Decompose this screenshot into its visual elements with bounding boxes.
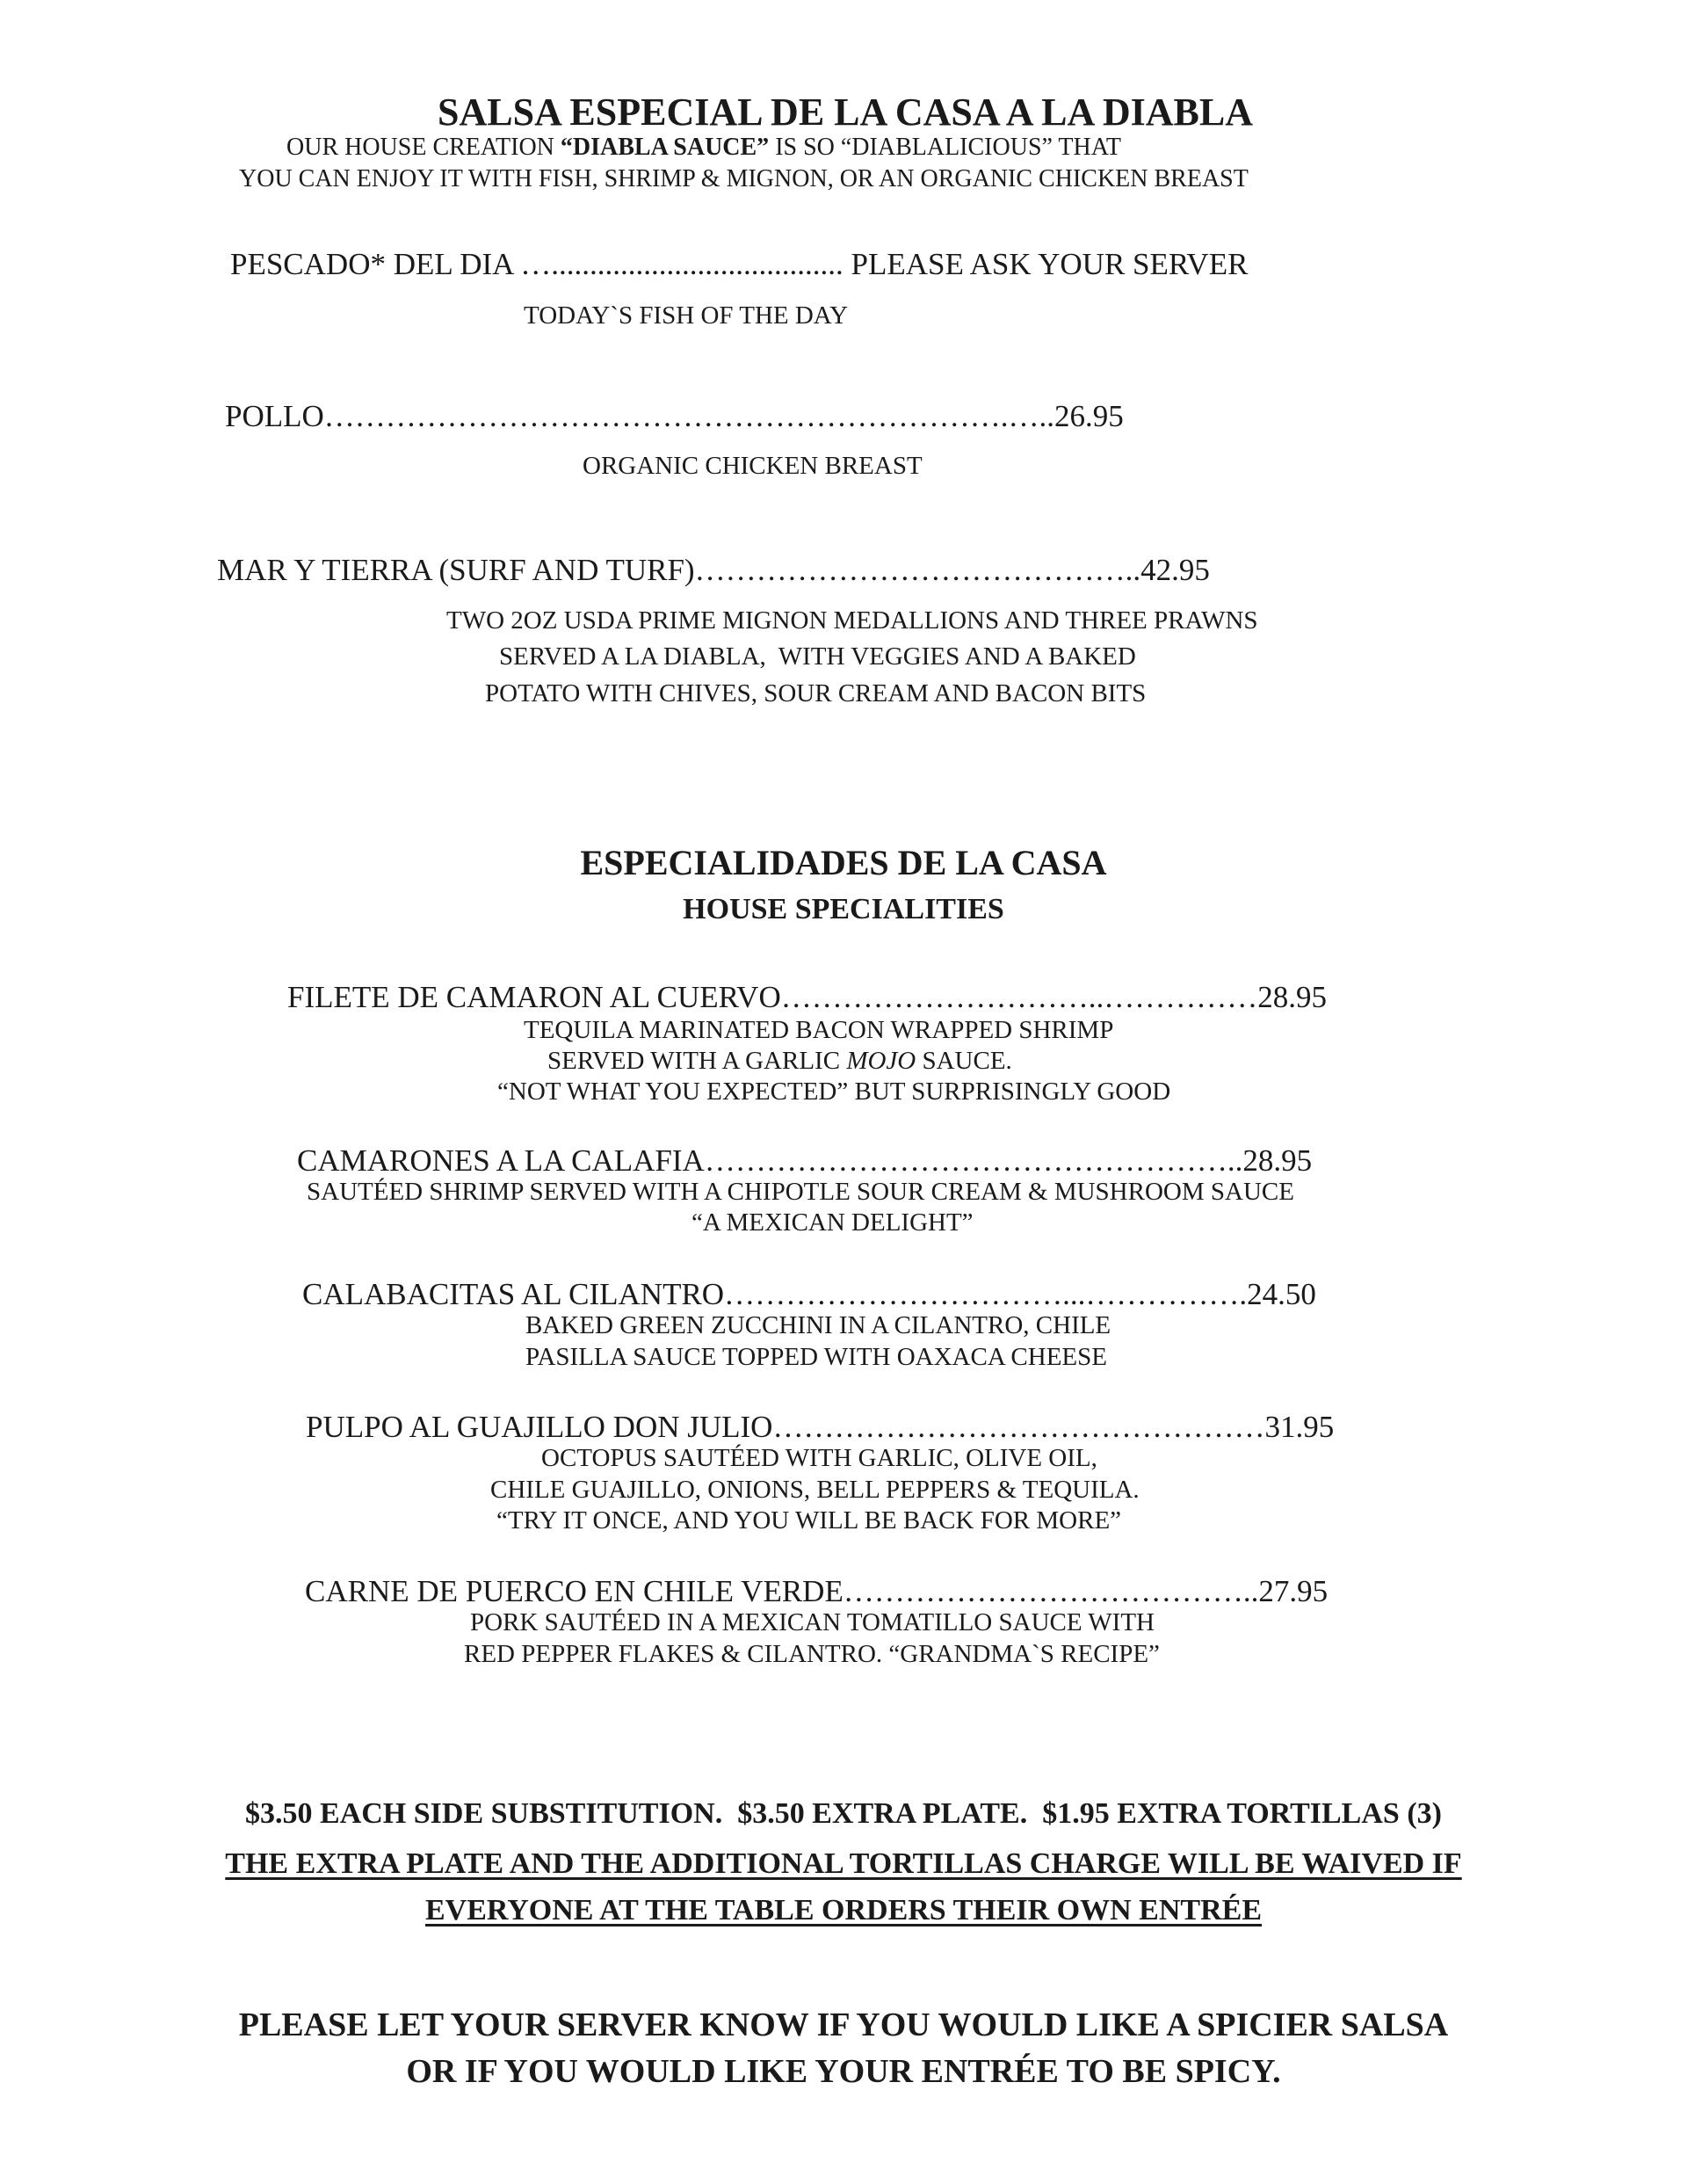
- specialties-section-subtitle: HOUSE SPECIALITIES: [683, 893, 1004, 925]
- mojo-emphasis: MOJO: [846, 1047, 916, 1075]
- intro-text-post: IS SO “DIABLALICIOUS” THAT: [769, 134, 1121, 161]
- menu-item-calabacitas-al-cilantro: CALABACITAS AL CILANTRO……………………………...…………….24.50: [302, 1277, 1316, 1311]
- menu-item-pescado: PESCADO* DEL DIA …...................................... PLEASE ASK YOUR SERVER: [230, 247, 1249, 281]
- menu-item-description: TWO 2OZ USDA PRIME MIGNON MEDALLIONS AND THREE PRAWNS: [446, 606, 1258, 635]
- spice-request-line-1: PLEASE LET YOUR SERVER KNOW IF YOU WOULD LIKE A SPICIER SALSA: [238, 2006, 1449, 2043]
- menu-item-pollo: POLLO………………………………………………………….…..26.95: [225, 399, 1124, 433]
- menu-item-mar-y-tierra: MAR Y TIERRA (SURF AND TURF)……………………………………..42.95: [217, 553, 1210, 587]
- diabla-section-title: SALSA ESPECIAL DE LA CASA A LA DIABLA: [438, 91, 1253, 134]
- menu-item-description: SERVED A LA DIABLA, WITH VEGGIES AND A BAKED: [499, 642, 1136, 671]
- menu-item-carne-de-puerco: CARNE DE PUERCO EN CHILE VERDE…………………………………..27.95: [305, 1574, 1329, 1608]
- menu-item-description: ORGANIC CHICKEN BREAST: [583, 452, 923, 480]
- menu-item-description: TODAY`S FISH OF THE DAY: [524, 301, 849, 330]
- diabla-sauce-name: “DIABLA SAUCE”: [560, 134, 770, 161]
- menu-item-pulpo-al-guajillo: PULPO AL GUAJILLO DON JULIO…………………………………………31.95: [306, 1410, 1335, 1444]
- menu-item-description: “NOT WHAT YOU EXPECTED” BUT SURPRISINGLY GOOD: [497, 1077, 1171, 1106]
- side-charges-note: $3.50 EACH SIDE SUBSTITUTION. $3.50 EXTRA PLATE. $1.95 EXTRA TORTILLAS (3): [245, 1797, 1442, 1830]
- menu-item-description: BAKED GREEN ZUCCHINI IN A CILANTRO, CHILE: [525, 1311, 1111, 1339]
- menu-item-filete-de-camaron: FILETE DE CAMARON AL CUERVO…………………………..……………28.95: [287, 980, 1327, 1014]
- waiver-note-line-1: THE EXTRA PLATE AND THE ADDITIONAL TORTILLAS CHARGE WILL BE WAIVED IF: [225, 1847, 1462, 1880]
- spice-request-line-2: OR IF YOU WOULD LIKE YOUR ENTRÉE TO BE SPICY.: [406, 2053, 1281, 2090]
- menu-item-description: POTATO WITH CHIVES, SOUR CREAM AND BACON BITS: [485, 679, 1147, 707]
- specialties-section-title: ESPECIALIDADES DE LA CASA: [580, 843, 1107, 882]
- menu-item-description: PORK SAUTÉED IN A MEXICAN TOMATILLO SAUCE WITH: [470, 1608, 1155, 1636]
- menu-item-description: SERVED WITH A GARLIC MOJO SAUCE.: [547, 1047, 1012, 1075]
- menu-item-description: OCTOPUS SAUTÉED WITH GARLIC, OLIVE OIL,: [541, 1444, 1097, 1472]
- menu-item-description: “A MEXICAN DELIGHT”: [691, 1208, 974, 1237]
- menu-item-description: SAUTÉED SHRIMP SERVED WITH A CHIPOTLE SOUR CREAM & MUSHROOM SAUCE: [307, 1178, 1294, 1206]
- diabla-intro-line-1: [286, 135, 1121, 160]
- diabla-intro-line-2: YOU CAN ENJOY IT WITH FISH, SHRIMP & MIGNON, OR AN ORGANIC CHICKEN BREAST: [239, 165, 1249, 192]
- menu-item-description: “TRY IT ONCE, AND YOU WILL BE BACK FOR MORE”: [496, 1506, 1122, 1535]
- menu-item-description: RED PEPPER FLAKES & CILANTRO. “GRANDMA`S RECIPE”: [464, 1640, 1160, 1668]
- menu-item-description: PASILLA SAUCE TOPPED WITH OAXACA CHEESE: [525, 1343, 1107, 1371]
- intro-text-pre: OUR HOUSE CREATION: [286, 134, 561, 161]
- menu-item-camarones-a-la-calafia: CAMARONES A LA CALAFIA……………………………………………..28.95: [297, 1143, 1313, 1178]
- waiver-note-line-2: EVERYONE AT THE TABLE ORDERS THEIR OWN ENTRÉE: [424, 1894, 1263, 1926]
- menu-item-description: TEQUILA MARINATED BACON WRAPPED SHRIMP: [524, 1016, 1114, 1044]
- menu-item-description: CHILE GUAJILLO, ONIONS, BELL PEPPERS & TEQUILA.: [490, 1476, 1140, 1504]
